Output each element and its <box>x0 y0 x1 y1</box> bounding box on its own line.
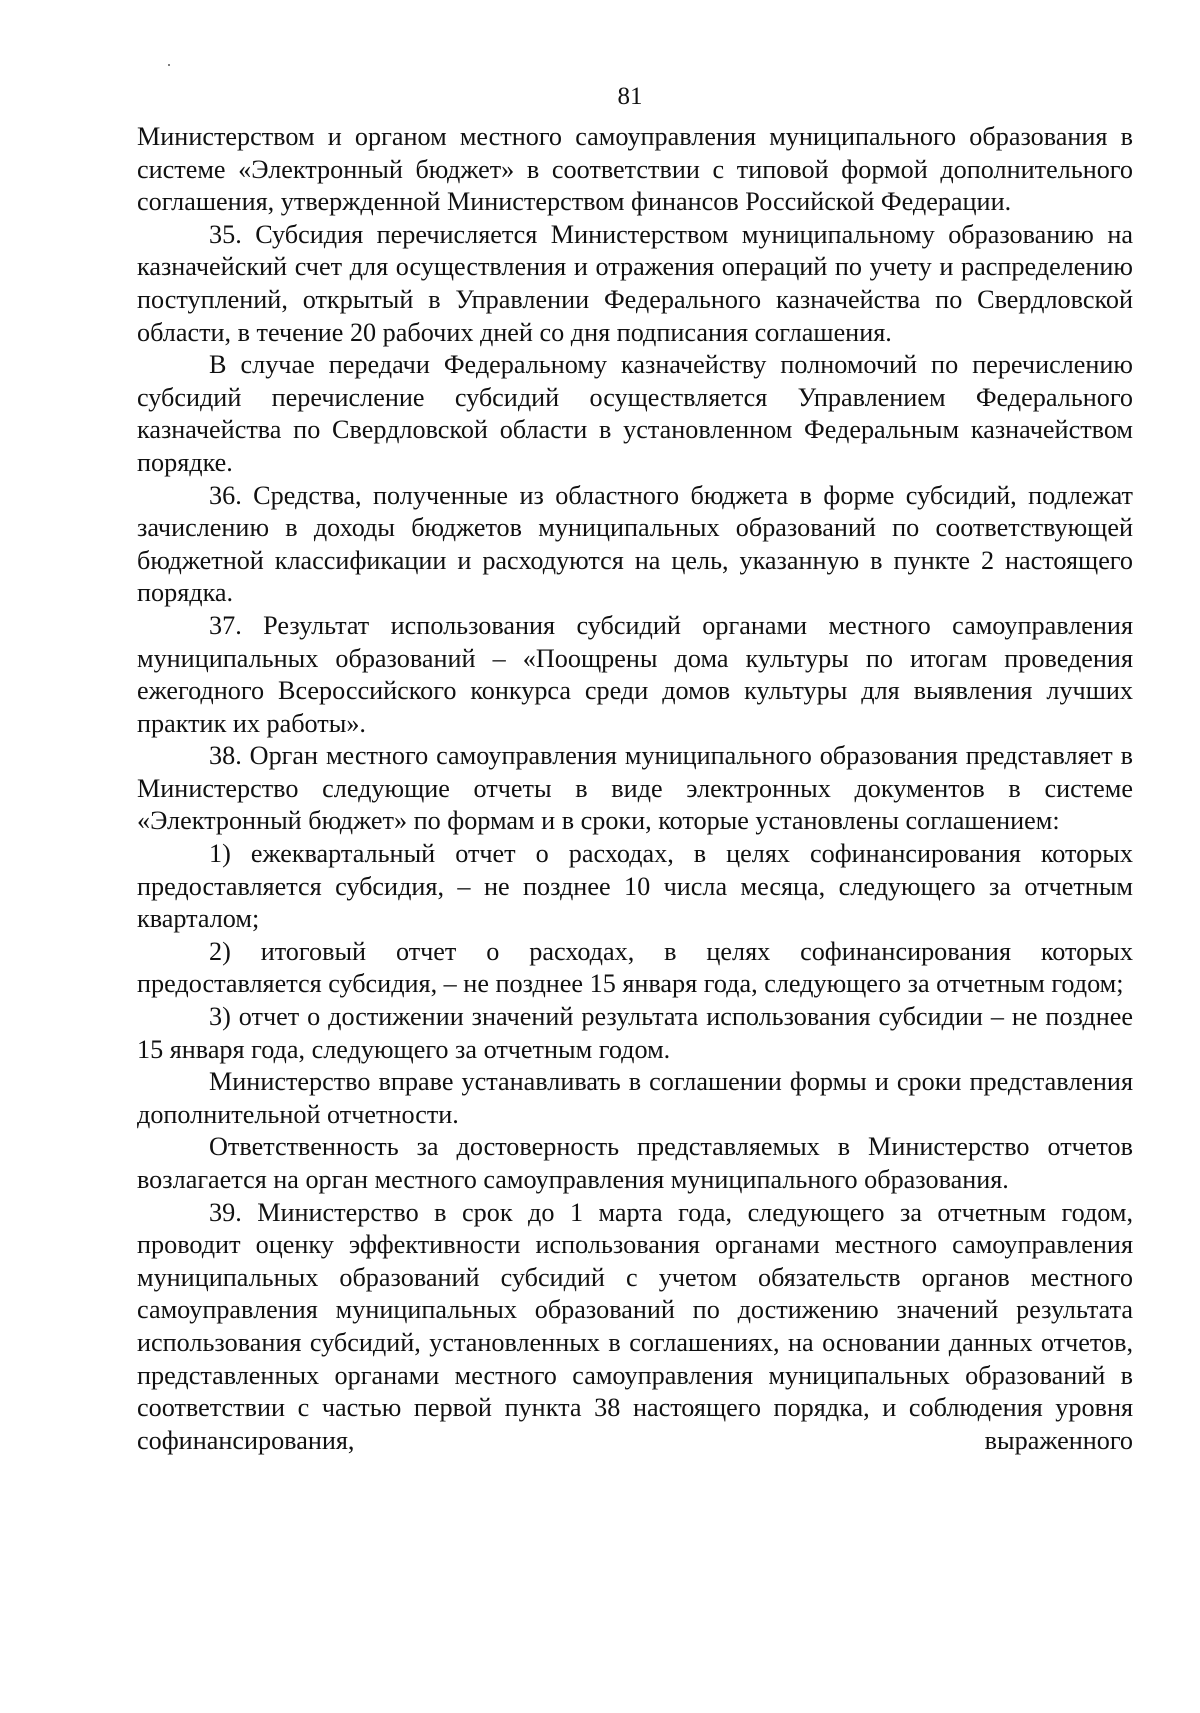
paragraph-38: 38. Орган местного самоуправления муниципального образования представляет в Министерство следующие отчеты в виде электронных документов в системе «Электронный бюджет» по формам и в сроки, которые установлены соглашением: <box>137 741 1133 836</box>
paragraph-39: 39. Министерство в срок до 1 марта года, следующего за отчетным годом, проводит оценку эффективности использования органами местного самоуправления муниципальных образований субсидий с учетом обязательств органов местного самоуправления муниципальных образований по достижению значений результата использования субсидий, установленных в соглашениях, на основании данных отчетов, представленных органами местного самоуправления муниципальных образований в соответствии с частью первой пункта 38 настоящего порядка, и соблюдения уровня софинансирования, выраженного <box>137 1197 1133 1455</box>
paragraph-continuation: Министерством и органом местного самоуправления муниципального образования в системе «Электронный бюджет» в соответствии с типовой формой дополнительного соглашения, утвержденной Министерством финансов Российской Федерации. <box>137 122 1133 217</box>
paragraph-responsibility: Ответственность за достоверность представляемых в Министерство отчетов возлагается на орган местного самоуправления муниципального образования. <box>137 1132 1133 1194</box>
paragraph-35: 35. Субсидия перечисляется Министерством муниципальному образованию на казначейский счет для осуществления и отражения операций по учету и распределению поступлений, открытый в Управлении Федерального казначейства по Свердловской области, в течение 20 рабочих дней со дня подписания соглашения. <box>137 219 1133 347</box>
paragraph-37: 37. Результат использования субсидий органами местного самоуправления муниципальных образований – «Поощрены дома культуры по итогам проведения ежегодного Всероссийского конкурса среди домов культуры для выявления лучших практик их работы». <box>137 610 1133 738</box>
list-item-result-report: 3) отчет о достижении значений результата использования субсидии – не позднее 15 января года, следующего за отчетным годом. <box>137 1002 1133 1064</box>
paragraph-35-treasury: В случае передачи Федеральному казначейству полномочий по перечислению субсидий перечисление субсидий осуществляется Управлением Федерального казначейства по Свердловской области в установленном Федеральным казначейством порядке. <box>137 350 1133 477</box>
page-number: 81 <box>617 83 643 110</box>
list-item-final-report: 2) итоговый отчет о расходах, в целях софинансирования которых предоставляется субсидия, – не позднее 15 января года, следующего за отчетным годом; <box>137 936 1133 999</box>
scan-speck <box>168 64 170 66</box>
document-body <box>137 121 1133 1457</box>
paragraph-36: 36. Средства, полученные из областного бюджета в форме субсидий, подлежат зачислению в доходы бюджетов муниципальных образований по соответствующей бюджетной классификации и расходуются на цель, указанную в пункте 2 настоящего порядка. <box>137 480 1133 608</box>
paragraph-additional-reporting: Министерство вправе устанавливать в соглашении формы и сроки представления дополнительной отчетности. <box>137 1067 1133 1129</box>
list-item-quarterly-report: 1) ежеквартальный отчет о расходах, в целях софинансирования которых предоставляется субсидия, – не позднее 10 числа месяца, следующего за отчетным кварталом; <box>137 839 1133 934</box>
